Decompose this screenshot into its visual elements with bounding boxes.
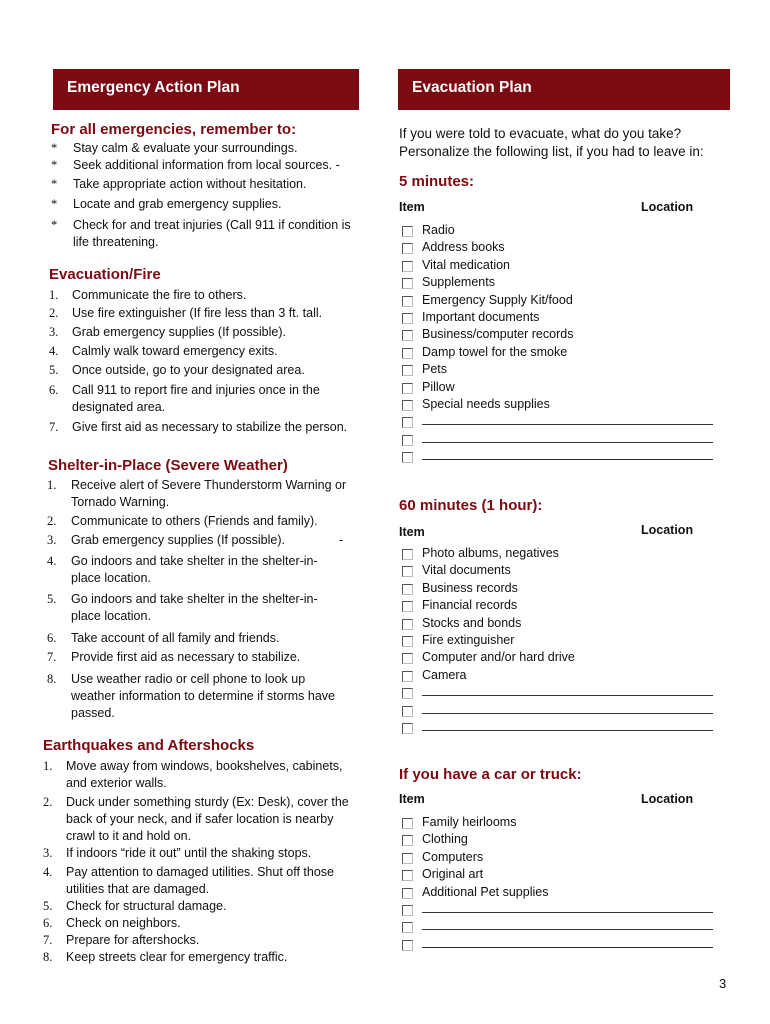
list-item-text: Check on neighbors. — [66, 916, 181, 930]
checkbox[interactable] — [402, 566, 413, 577]
checklist-item-label: Business/computer records — [422, 327, 574, 342]
list-item-text: Check for and treat injuries (Call 911 if condition is life threatening. — [73, 218, 351, 249]
checkbox[interactable] — [402, 365, 413, 376]
list-item — [49, 382, 361, 416]
location-column-header: Location — [641, 792, 694, 806]
list-marker: 5. — [49, 363, 59, 377]
checklist-row — [401, 239, 713, 256]
list-item-text: Take appropriate action without hesitation. — [73, 177, 307, 191]
list-item-text: Keep streets clear for emergency traffic. — [66, 950, 288, 964]
list-item — [47, 591, 347, 625]
checkbox[interactable] — [402, 835, 413, 846]
banner-title: Evacuation Plan — [412, 79, 532, 96]
list-marker: 6. — [49, 383, 59, 397]
list-item-text: Communicate the fire to others. — [72, 288, 247, 302]
list-item — [49, 324, 361, 341]
checklist-item-label: Damp towel for the smoke — [422, 344, 568, 359]
car-truck-heading: If you have a car or truck: — [399, 766, 582, 783]
list-marker: * — [51, 197, 58, 211]
checklist-row — [401, 667, 713, 684]
list-item-text: Give first aid as necessary to stabilize the person. — [72, 420, 348, 434]
checklist-row — [401, 344, 713, 361]
checkbox[interactable] — [402, 278, 413, 289]
list-item-text: Calmly walk toward emergency exits. — [72, 344, 278, 358]
list-item — [49, 362, 361, 379]
list-item-text: Use fire extinguisher (If fire less than 3 ft. tall. — [72, 306, 323, 320]
checkbox[interactable] — [402, 653, 413, 664]
list-item — [47, 553, 347, 587]
checklist-item-label: Important documents — [422, 309, 540, 324]
earthquakes-heading: Earthquakes and Aftershocks — [43, 737, 255, 754]
shelter-in-place-list — [47, 477, 347, 722]
blank-write-in-line[interactable] — [422, 929, 713, 930]
checkbox[interactable] — [402, 818, 413, 829]
checkbox[interactable] — [402, 261, 413, 272]
checklist-row — [401, 292, 713, 309]
checklist-item-label: Photo albums, negatives — [422, 546, 559, 560]
list-item-text: Provide first aid as necessary to stabilize. — [71, 650, 301, 664]
list-marker: 3. — [47, 533, 57, 547]
checklist-row — [401, 274, 713, 291]
list-item — [47, 513, 347, 530]
list-item — [43, 898, 361, 915]
list-item-text: Call 911 to report fire and injuries once in the designated area. — [72, 383, 320, 414]
checkbox[interactable] — [402, 853, 413, 864]
list-item — [47, 532, 347, 549]
list-item-text: Duck under something sturdy (Ex: Desk), cover the back of your neck, and if safer location is nearby crawl to it and hold on. — [66, 795, 349, 843]
list-marker: * — [51, 218, 58, 232]
checklist-item-label: Pets — [422, 362, 448, 377]
checklist-item-label: Family heirlooms — [422, 815, 517, 829]
list-item — [43, 932, 361, 949]
list-item-text: Grab emergency supplies (If possible). — [72, 325, 286, 339]
checklist-row — [401, 866, 713, 883]
checklist-item-label: Financial records — [422, 598, 518, 613]
list-item-text: Grab emergency supplies (If possible). — [71, 533, 285, 547]
list-item-text: If indoors “ride it out” until the shaking stops. — [66, 846, 312, 860]
checkbox[interactable] — [402, 348, 413, 359]
shelter-in-place-heading: Shelter-in-Place (Severe Weather) — [48, 457, 288, 474]
list-item-text: Take account of all family and friends. — [71, 631, 280, 645]
list-item — [47, 630, 347, 647]
checkbox[interactable] — [402, 723, 413, 734]
checkbox[interactable] — [402, 296, 413, 307]
list-item-text: Move away from windows, bookshelves, cabinets, and exterior walls. — [66, 759, 343, 790]
list-item — [51, 176, 361, 193]
list-item — [51, 140, 361, 157]
evacuation-fire-heading: Evacuation/Fire — [49, 266, 161, 283]
checkbox[interactable] — [402, 636, 413, 647]
list-marker: 7. — [43, 933, 53, 947]
checkbox[interactable] — [402, 940, 413, 951]
list-marker: 5. — [47, 592, 57, 606]
checklist-row — [401, 361, 713, 378]
checkbox[interactable] — [402, 313, 413, 324]
list-item — [47, 477, 347, 511]
checklist-item-label: Computers — [422, 849, 484, 864]
checkbox[interactable] — [402, 330, 413, 341]
checkbox[interactable] — [402, 435, 413, 446]
checklist-item-label: Radio — [422, 223, 455, 237]
checklist-row — [401, 632, 713, 649]
list-item — [49, 419, 361, 436]
checkbox[interactable] — [402, 584, 413, 595]
list-item — [51, 196, 361, 213]
location-column-header: Location — [641, 523, 694, 537]
checklist-row — [401, 448, 713, 465]
blank-write-in-line[interactable] — [422, 730, 713, 731]
sixty-minutes-checklist — [401, 545, 713, 736]
checklist-item-label: Supplements — [422, 275, 495, 290]
item-column-header: Item — [399, 792, 425, 806]
list-marker: 2. — [47, 514, 57, 528]
checklist-item-label: Vital documents — [422, 563, 511, 578]
blank-write-in-line[interactable] — [422, 442, 713, 443]
checklist-item-label: Emergency Supply Kit/food — [422, 292, 573, 307]
list-item — [49, 287, 361, 304]
checklist-item-label: Camera — [422, 667, 467, 682]
checklist-row — [401, 597, 713, 614]
checkbox[interactable] — [402, 888, 413, 899]
list-marker: * — [51, 158, 58, 172]
list-marker: 7. — [47, 650, 57, 664]
item-column-header: Item — [399, 525, 425, 539]
list-item — [49, 305, 361, 322]
list-item-text: Receive alert of Severe Thunderstorm Warning or Tornado Warning. — [71, 478, 347, 509]
list-item — [51, 217, 361, 251]
evacuate-intro-line-1: If you were told to evacuate, what do you take? — [399, 126, 682, 141]
blank-write-in-line[interactable] — [422, 695, 713, 696]
list-item — [51, 157, 361, 174]
evacuation-fire-list — [49, 287, 361, 436]
list-marker: 7. — [49, 420, 59, 434]
checklist-item-label: Computer and/or hard drive — [422, 650, 575, 665]
checkbox[interactable] — [402, 601, 413, 612]
list-item-text: Seek additional information from local sources. - — [73, 158, 340, 172]
checklist-row — [401, 649, 713, 666]
checkbox[interactable] — [402, 905, 413, 916]
list-item — [43, 949, 361, 966]
list-item-text: Use weather radio or cell phone to look up weather information to determine if storms have passed. — [71, 672, 336, 720]
checkbox[interactable] — [402, 870, 413, 881]
list-marker: 3. — [49, 325, 59, 339]
checklist-item-label: Original art — [422, 867, 484, 882]
banner-title: Emergency Action Plan — [67, 79, 240, 96]
blank-write-in-line[interactable] — [422, 459, 713, 460]
blank-write-in-line[interactable] — [422, 912, 713, 913]
stray-dash: - — [339, 533, 344, 547]
five-minutes-checklist — [401, 222, 713, 465]
list-item-text: Go indoors and take shelter in the shelter-in-place location. — [71, 554, 318, 585]
checklist-item-label: Pillow — [422, 379, 455, 394]
list-item — [43, 758, 361, 792]
checkbox[interactable] — [402, 417, 413, 428]
checkbox[interactable] — [402, 706, 413, 717]
checklist-item-label: Business records — [422, 580, 518, 595]
list-marker: 1. — [47, 478, 57, 492]
blank-write-in-line[interactable] — [422, 713, 713, 714]
list-item — [49, 343, 361, 360]
checkbox[interactable] — [402, 922, 413, 933]
list-item-text: Check for structural damage. — [66, 899, 227, 913]
checklist-row — [401, 831, 713, 848]
list-marker: 4. — [43, 865, 53, 879]
checklist-item-label: Stocks and bonds — [422, 615, 522, 630]
list-marker: 6. — [43, 916, 53, 930]
checklist-row — [401, 684, 713, 701]
checklist-row — [401, 379, 713, 396]
checkbox[interactable] — [402, 452, 413, 463]
list-item-text: Prepare for aftershocks. — [66, 933, 200, 947]
checklist-item-label: Special needs supplies — [422, 396, 550, 411]
checkbox[interactable] — [402, 243, 413, 254]
checklist-row — [401, 257, 713, 274]
checklist-row — [401, 309, 713, 326]
checklist-row — [401, 413, 713, 430]
list-item — [43, 845, 361, 862]
list-item — [47, 649, 347, 666]
emergency-action-plan-banner — [53, 69, 359, 110]
checkbox[interactable] — [402, 549, 413, 560]
checklist-row — [401, 326, 713, 343]
blank-write-in-line[interactable] — [422, 947, 713, 948]
list-marker: 4. — [49, 344, 59, 358]
checklist-row — [401, 545, 713, 562]
blank-write-in-line[interactable] — [422, 424, 713, 425]
sixty-minutes-heading: 60 minutes (1 hour): — [399, 497, 543, 514]
checklist-row — [401, 719, 713, 736]
checkbox[interactable] — [402, 383, 413, 394]
earthquakes-list — [43, 758, 361, 966]
list-item-text: Go indoors and take shelter in the shelter-in-place location. — [71, 592, 318, 623]
list-item — [43, 794, 361, 845]
checklist-item-label: Additional Pet supplies — [422, 884, 549, 899]
list-item — [43, 915, 361, 932]
all-emergencies-list — [51, 140, 361, 251]
list-item-text: Once outside, go to your designated area. — [72, 363, 305, 377]
list-item-text: Pay attention to damaged utilities. Shut off those utilities that are damaged. — [66, 865, 334, 896]
checklist-row — [401, 901, 713, 918]
list-marker: * — [51, 177, 58, 191]
list-marker: 8. — [47, 672, 57, 686]
checkbox[interactable] — [402, 688, 413, 699]
checklist-row — [401, 814, 713, 831]
location-column-header: Location — [641, 200, 694, 214]
checklist-row — [401, 615, 713, 632]
checklist-item-label: Clothing — [422, 832, 468, 847]
checkbox[interactable] — [402, 671, 413, 682]
car-truck-checklist — [401, 814, 713, 953]
list-marker: * — [51, 141, 58, 155]
list-marker: 3. — [43, 846, 53, 860]
five-minutes-heading: 5 minutes: — [399, 173, 475, 190]
list-item — [47, 671, 347, 722]
checklist-row — [401, 580, 713, 597]
list-item-text: Communicate to others (Friends and family). — [71, 514, 318, 528]
evacuate-intro-line-2: Personalize the following list, if you had to leave in: — [399, 144, 704, 159]
list-marker: 1. — [49, 288, 59, 302]
checklist-row — [401, 562, 713, 579]
item-column-header: Item — [399, 200, 425, 214]
all-emergencies-heading: For all emergencies, remember to: — [51, 121, 297, 138]
checklist-row — [401, 849, 713, 866]
checklist-row — [401, 884, 713, 901]
list-marker: 8. — [43, 950, 53, 964]
checklist-row — [401, 936, 713, 953]
list-marker: 5. — [43, 899, 53, 913]
checkbox[interactable] — [402, 619, 413, 630]
checklist-row — [401, 702, 713, 719]
list-item-text: Locate and grab emergency supplies. — [73, 197, 282, 211]
page-number: 3 — [719, 976, 727, 991]
checklist-item-label: Vital medication — [422, 257, 511, 272]
checklist-row — [401, 431, 713, 448]
checkbox[interactable] — [402, 400, 413, 411]
list-marker: 1. — [43, 759, 53, 773]
checklist-item-label: Fire extinguisher — [422, 632, 515, 647]
list-item — [43, 864, 361, 898]
checklist-row — [401, 918, 713, 935]
list-marker: 2. — [49, 306, 59, 320]
checklist-row — [401, 222, 713, 239]
list-marker: 4. — [47, 554, 57, 568]
list-item-text: Stay calm & evaluate your surroundings. — [73, 141, 298, 155]
checklist-row — [401, 396, 713, 413]
list-marker: 6. — [47, 631, 57, 645]
checklist-item-label: Address books — [422, 240, 505, 255]
checkbox[interactable] — [402, 226, 413, 237]
list-marker: 2. — [43, 795, 53, 809]
evacuation-plan-banner — [398, 69, 730, 110]
